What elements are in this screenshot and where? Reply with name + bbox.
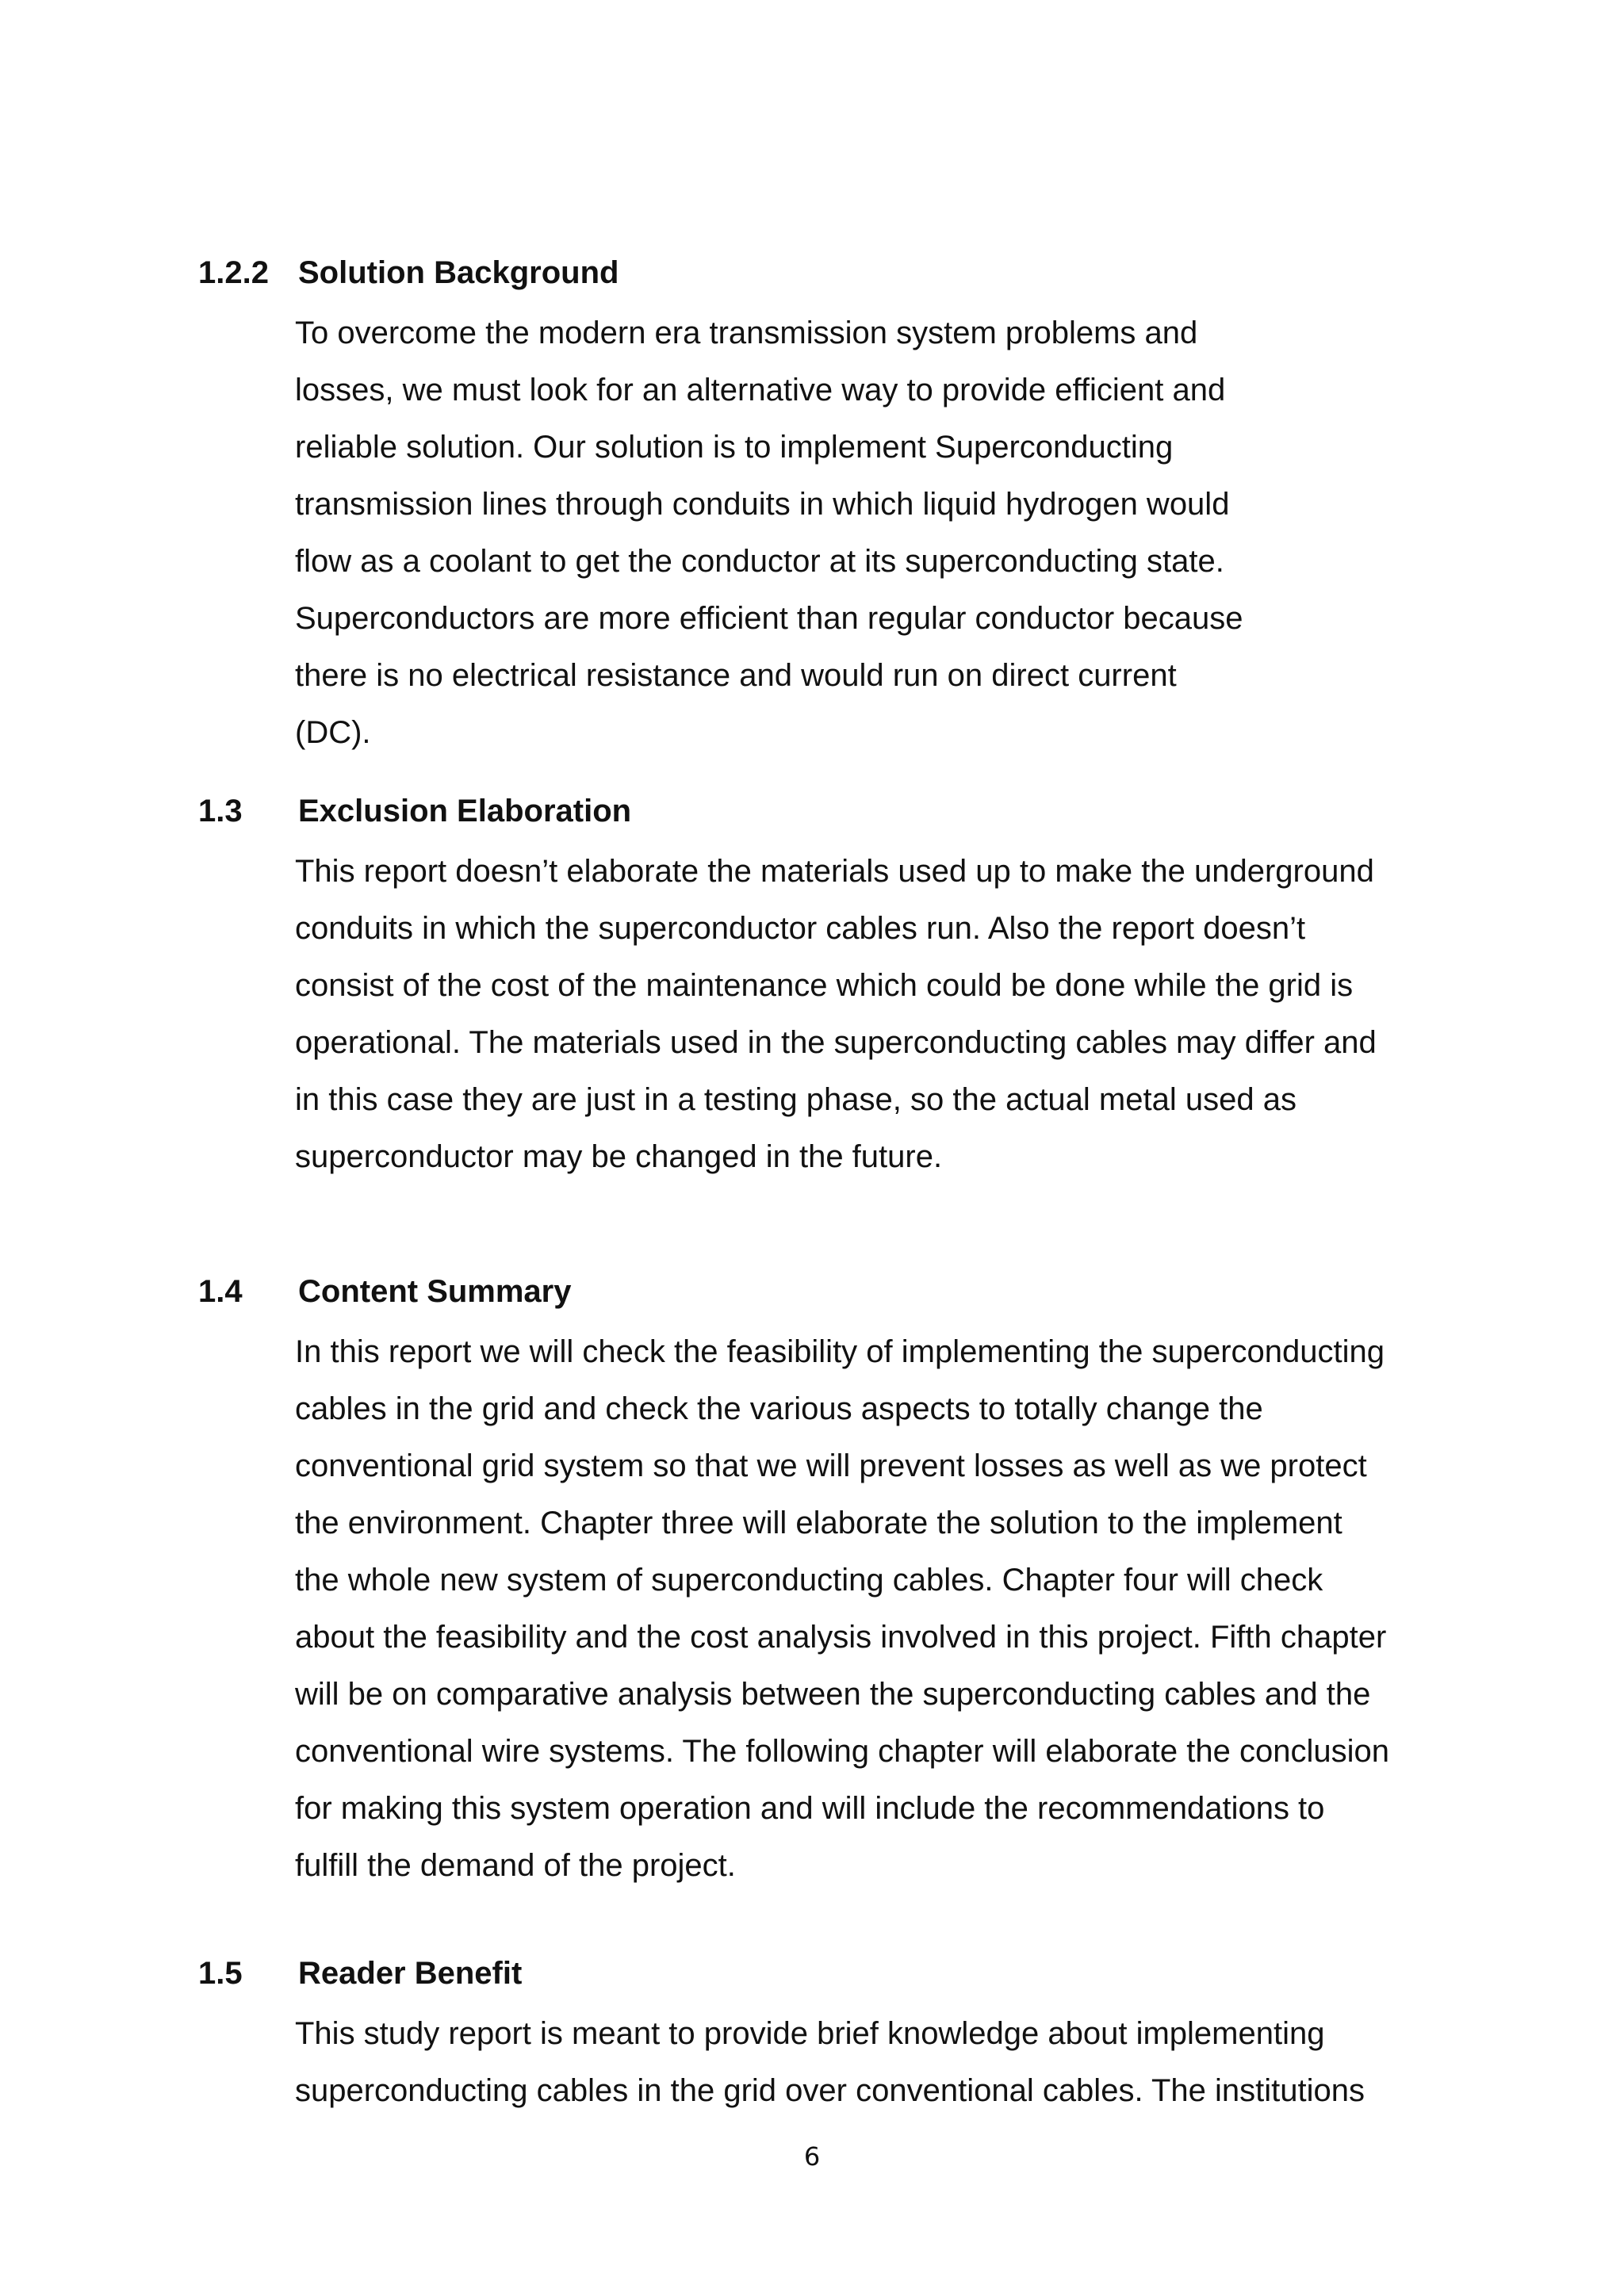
section-heading [198,1951,522,1996]
body-line: fulfill the demand of the project. [295,1848,736,1883]
section-number: 1.3 [198,794,243,828]
body-line: flow as a coolant to get the conductor at its superconducting state. [295,544,1224,579]
section-body [295,1323,1389,1894]
body-line: about the feasibility and the cost analysis involved in this project. Fifth chapter [295,1620,1387,1655]
body-line: In this report we will check the feasibility of implementing the superconducting [295,1334,1385,1369]
section-title: Solution Background [298,255,619,290]
section-number: 1.4 [198,1274,243,1309]
section-number: 1.2.2 [198,255,269,290]
body-line: transmission lines through conduits in which liquid hydrogen would [295,487,1230,522]
body-line: will be on comparative analysis between the superconducting cables and the [295,1677,1371,1712]
section-heading [198,251,619,295]
section-heading [198,789,631,833]
section-heading [198,1269,572,1314]
body-line: the environment. Chapter three will elaborate the solution to the implement [295,1506,1342,1540]
section-title: Content Summary [298,1274,572,1309]
body-line: This report doesn’t elaborate the materials used up to make the underground [295,854,1374,889]
body-line: there is no electrical resistance and would run on direct current [295,658,1177,693]
section-number: 1.5 [198,1956,243,1991]
body-line: in this case they are just in a testing phase, so the actual metal used as [295,1082,1297,1117]
body-line: the whole new system of superconducting cables. Chapter four will check [295,1563,1323,1598]
body-line: conventional grid system so that we will prevent losses as well as we protect [295,1448,1367,1483]
page-number: 6 [803,2141,821,2172]
body-line: conventional wire systems. The following chapter will elaborate the conclusion [295,1734,1389,1769]
body-line: reliable solution. Our solution is to implement Superconducting [295,430,1174,465]
section-body [295,304,1243,761]
body-line: operational. The materials used in the superconducting cables may differ and [295,1025,1377,1060]
section-body [295,843,1377,1185]
body-line: consist of the cost of the maintenance which could be done while the grid is [295,968,1354,1003]
body-line: To overcome the modern era transmission system problems and [295,316,1198,350]
section-title: Reader Benefit [298,1956,523,1991]
body-line: cables in the grid and check the various aspects to totally change the [295,1391,1263,1426]
body-line: for making this system operation and will include the recommendations to [295,1791,1325,1826]
body-line: superconductor may be changed in the future. [295,1139,943,1174]
section-body [295,2005,1365,2119]
body-line: (DC). [295,715,371,750]
body-line: This study report is meant to provide brief knowledge about implementing [295,2016,1325,2051]
body-line: conduits in which the superconductor cables run. Also the report doesn’t [295,911,1306,946]
body-line: Superconductors are more efficient than regular conductor because [295,601,1243,636]
body-line: losses, we must look for an alternative way to provide efficient and [295,373,1226,408]
section-title: Exclusion Elaboration [298,794,632,828]
body-line: superconducting cables in the grid over conventional cables. The institutions [295,2073,1365,2108]
